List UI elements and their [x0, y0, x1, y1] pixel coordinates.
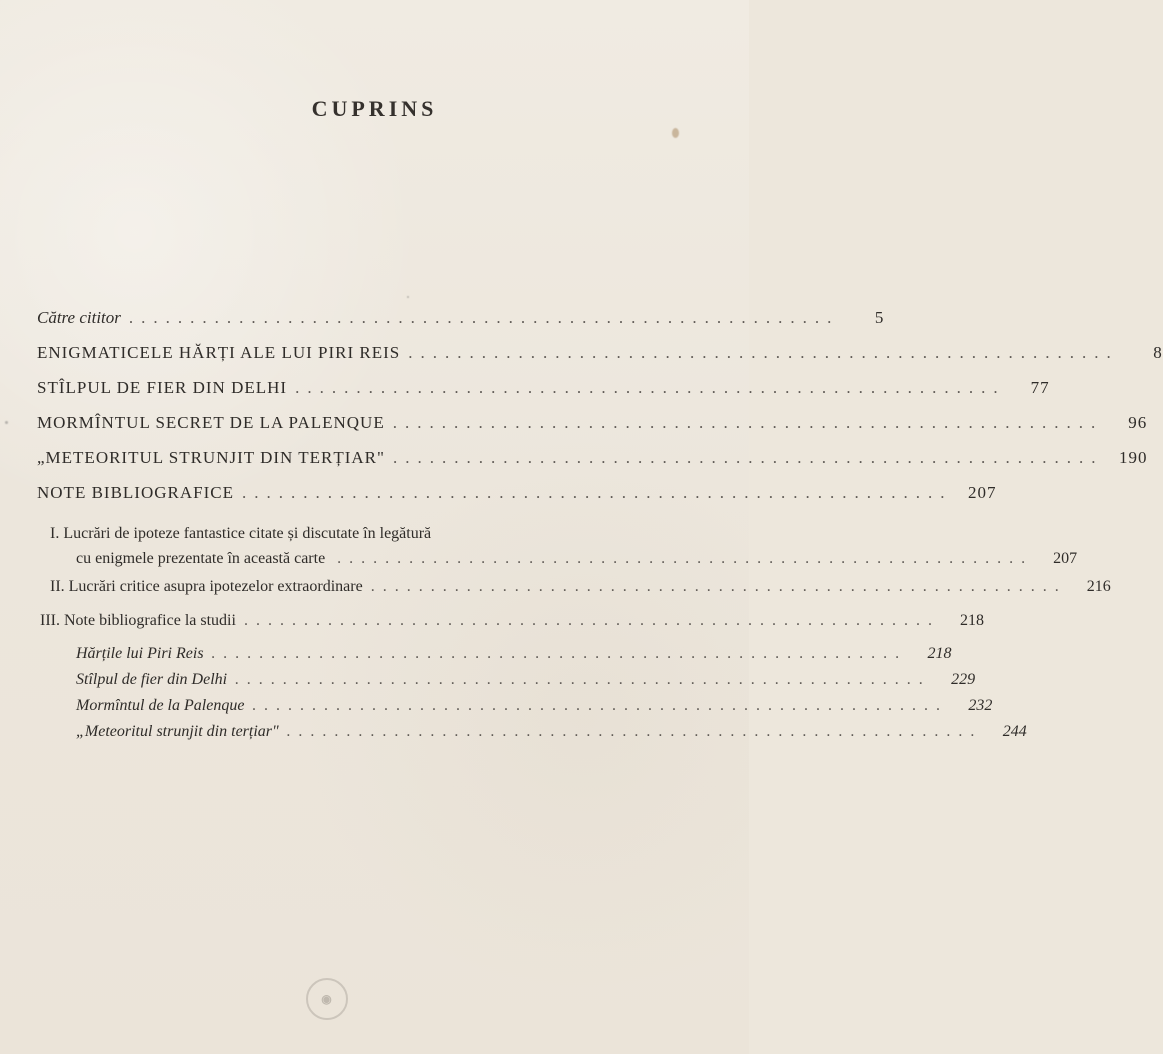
toc-entry-page: 96	[1128, 413, 1148, 432]
toc-entry-label-line2: cu enigmele prezentate în această carte	[76, 550, 326, 567]
toc-leader: ..........................................................	[337, 550, 1034, 567]
toc-entry-page: 190	[1118, 448, 1148, 467]
toc-leader: ..........................................................	[392, 413, 1104, 432]
toc-entry-multiline	[50, 521, 1078, 571]
paper-stain	[672, 128, 679, 138]
toc-entry-label: Către cititor	[37, 308, 121, 327]
toc-entry-page: 244	[1002, 723, 1027, 740]
toc-leader: ..........................................................	[252, 697, 949, 714]
toc-leader: ..........................................................	[211, 645, 908, 662]
toc-entry	[37, 446, 1148, 470]
stamp-icon: ◉	[306, 978, 348, 1020]
toc-leader: ..........................................................	[128, 308, 840, 327]
toc-entry	[37, 341, 1163, 365]
toc-entry-label: NOTE BIBLIOGRAFICE	[37, 483, 234, 502]
toc-leader: ..........................................................	[408, 343, 1119, 362]
toc-entry-label: MORMÎNTUL SECRET DE LA PALENQUE	[37, 413, 385, 432]
toc-entry	[37, 481, 997, 505]
toc-entry	[76, 642, 952, 666]
toc-entry-label: II. Lucrări critice asupra ipotezelor extraordinare	[50, 578, 363, 595]
toc-entry-page: 216	[1086, 578, 1111, 595]
toc-entry	[50, 575, 1111, 599]
toc-entry	[40, 609, 984, 633]
toc-entry-label: III. Note bibliografice la studii	[40, 612, 236, 629]
toc-leader: ..........................................................	[392, 448, 1104, 467]
toc-entry-page: 77	[1030, 378, 1050, 397]
page-title: CUPRINS	[311, 96, 438, 121]
toc-entry-label: STÎLPUL DE FIER DIN DELHI	[37, 378, 288, 397]
toc-entry-label: Mormîntul de la Palenque	[76, 697, 245, 714]
toc-entry-label-line1: I. Lucrări de ipoteze fantastice citate și discutate în legătură	[50, 525, 432, 542]
toc-entry-page: 232	[968, 697, 993, 714]
toc-leader: ..........................................................	[286, 723, 983, 740]
toc-entry-page: 8	[1153, 343, 1163, 362]
toc-leader: ..........................................................	[295, 378, 1006, 397]
paper-mark	[407, 296, 409, 298]
toc-entry-label: ENIGMATICELE HĂRȚI ALE LUI PIRI REIS	[37, 343, 401, 362]
toc-entry	[37, 411, 1148, 435]
toc-entry-label: Hărțile lui Piri Reis	[76, 645, 204, 662]
toc-entry	[76, 720, 1027, 744]
toc-entry-line2	[76, 546, 1078, 571]
toc-entry-page: 5	[874, 308, 884, 327]
toc-leader: ..........................................................	[370, 578, 1067, 595]
paper-mark	[5, 421, 8, 424]
toc-entry	[37, 376, 1050, 400]
toc-entry-label: Stîlpul de fier din Delhi	[76, 671, 228, 688]
toc-entry-page: 229	[951, 671, 976, 688]
toc-entry-page: 207	[967, 483, 997, 502]
toc-leader: ..........................................................	[241, 483, 953, 502]
toc-entry	[76, 694, 993, 718]
toc-entry-page: 207	[1053, 550, 1078, 567]
toc-entry-page: 218	[927, 645, 952, 662]
toc-leader: ..........................................................	[243, 612, 940, 629]
toc-entry-page: 218	[959, 612, 984, 629]
toc-entry	[76, 668, 976, 692]
toc-entry	[37, 306, 884, 330]
toc-entry-label: „METEORITUL STRUNJIT DIN TERȚIAR"	[37, 448, 385, 467]
toc-leader: ..........................................................	[235, 671, 932, 688]
bleed-through-text	[150, 748, 510, 968]
toc-entry-label: „Meteoritul strunjit din terțiar"	[76, 723, 279, 740]
